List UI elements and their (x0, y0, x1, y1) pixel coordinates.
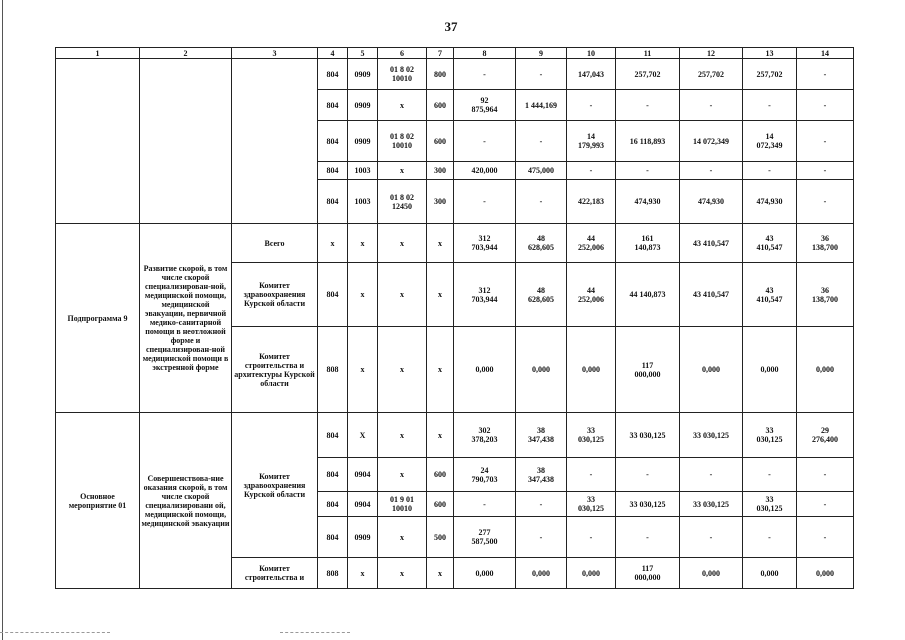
table-cell: 33 030,125 (743, 492, 797, 517)
col-header: 5 (348, 48, 378, 59)
col-header: 14 (797, 48, 854, 59)
table-cell: 600 (427, 90, 454, 121)
table-cell: 277 587,500 (454, 517, 516, 558)
table-cell: 302 378,203 (454, 413, 516, 458)
table-cell: 808 (318, 327, 348, 413)
table-cell: 0,000 (454, 327, 516, 413)
table-cell: 474,930 (743, 180, 797, 224)
table-cell: 804 (318, 413, 348, 458)
table-cell: - (797, 180, 854, 224)
table-cell: 0,000 (743, 558, 797, 589)
empty-cell (232, 59, 318, 224)
table-cell: 0,000 (680, 327, 743, 413)
table-cell: x (427, 224, 454, 263)
table-cell: 147,043 (567, 59, 616, 90)
table-cell: x (318, 224, 348, 263)
table-cell: 117 000,000 (616, 558, 680, 589)
col-header: 10 (567, 48, 616, 59)
executor-health-committee: Комитет здравоохранения Курской области (232, 413, 318, 558)
table-cell: 300 (427, 180, 454, 224)
table-cell: 257,702 (616, 59, 680, 90)
table-cell: 257,702 (680, 59, 743, 90)
measure-01-description: Совершенствова-ние оказания скорой, в том числе скорой специализировани ой, медицинской помощи, медицинской эвакуации (140, 413, 232, 589)
table-cell: 43 410,547 (743, 263, 797, 327)
table-cell: 38 347,438 (516, 458, 567, 492)
table-cell: 475,000 (516, 162, 567, 180)
table-cell: 804 (318, 458, 348, 492)
table-cell: 33 030,125 (567, 413, 616, 458)
table-cell: 804 (318, 59, 348, 90)
table-cell: 161 140,873 (616, 224, 680, 263)
table-cell: 33 030,125 (616, 413, 680, 458)
table-cell: 14 072,349 (743, 121, 797, 162)
table-cell: 804 (318, 492, 348, 517)
table-cell: 36 138,700 (797, 224, 854, 263)
table-cell: 44 140,873 (616, 263, 680, 327)
table-cell: - (516, 517, 567, 558)
table-cell: 0,000 (680, 558, 743, 589)
table-cell: 43 410,547 (680, 224, 743, 263)
table-cell: - (680, 458, 743, 492)
table-cell: 312 703,944 (454, 263, 516, 327)
table-cell: 16 118,893 (616, 121, 680, 162)
table-cell: 420,000 (454, 162, 516, 180)
table-cell: - (680, 517, 743, 558)
table-cell: 33 030,125 (680, 413, 743, 458)
table-cell: 0,000 (743, 327, 797, 413)
table-cell: - (454, 59, 516, 90)
table-cell: 14 179,993 (567, 121, 616, 162)
col-header: 4 (318, 48, 348, 59)
col-header: 2 (140, 48, 232, 59)
executor-construction-committee: Комитет строительства и архитектуры Курской области (232, 327, 318, 413)
table-cell: 33 030,125 (743, 413, 797, 458)
col-header: 11 (616, 48, 680, 59)
table-row (56, 59, 854, 90)
col-header: 12 (680, 48, 743, 59)
table-cell: 257,702 (743, 59, 797, 90)
table-cell: 474,930 (616, 180, 680, 224)
table-cell: 33 030,125 (616, 492, 680, 517)
col-header: 3 (232, 48, 318, 59)
table-cell: - (743, 162, 797, 180)
measure-01-title: Основное мероприятие 01 (56, 413, 140, 589)
table-cell: 0,000 (516, 327, 567, 413)
table-cell: 1 444,169 (516, 90, 567, 121)
table-cell: 0,000 (567, 558, 616, 589)
table-cell: 43 410,547 (680, 263, 743, 327)
table-cell: - (743, 458, 797, 492)
table-cell: x (378, 517, 427, 558)
table-cell: - (567, 162, 616, 180)
table-cell: 48 628,605 (516, 263, 567, 327)
executor-health-committee: Комитет здравоохранения Курской области (232, 263, 318, 327)
table-cell: - (454, 492, 516, 517)
table-cell: - (797, 121, 854, 162)
table-cell: 1003 (348, 162, 378, 180)
scan-artifact-line (0, 632, 110, 634)
table-cell: x (348, 263, 378, 327)
table-cell: 01 8 02 12450 (378, 180, 427, 224)
table-cell: 0,000 (454, 558, 516, 589)
table-cell: x (378, 413, 427, 458)
page-left-edge (2, 0, 3, 640)
table-cell: - (797, 458, 854, 492)
table-cell: x (348, 224, 378, 263)
table-cell: 43 410,547 (743, 224, 797, 263)
table-row (56, 413, 854, 458)
table-cell: - (680, 162, 743, 180)
table-cell: - (567, 90, 616, 121)
table-cell: 24 790,703 (454, 458, 516, 492)
table-cell: - (680, 90, 743, 121)
executor-construction-committee: Комитет строительства и (232, 558, 318, 589)
budget-table (55, 47, 854, 589)
table-cell: x (427, 558, 454, 589)
table-cell: x (378, 458, 427, 492)
table-cell: 0909 (348, 59, 378, 90)
table-cell: - (616, 90, 680, 121)
col-header: 6 (378, 48, 427, 59)
empty-cell (140, 59, 232, 224)
table-cell: 01 8 02 10010 (378, 59, 427, 90)
table-cell: 808 (318, 558, 348, 589)
table-cell: - (797, 492, 854, 517)
table-cell: 92 875,964 (454, 90, 516, 121)
table-cell: - (567, 458, 616, 492)
scan-artifact-line (280, 632, 350, 634)
table-cell: 44 252,006 (567, 263, 616, 327)
table-cell: 01 9 01 10010 (378, 492, 427, 517)
table-cell: x (378, 263, 427, 327)
table-cell: - (616, 517, 680, 558)
table-cell: 804 (318, 90, 348, 121)
table-cell: X (348, 413, 378, 458)
table-cell: 800 (427, 59, 454, 90)
table-cell: - (516, 59, 567, 90)
table-cell: 01 8 02 10010 (378, 121, 427, 162)
table-cell: x (378, 90, 427, 121)
table-cell: x (378, 224, 427, 263)
table-cell: x (378, 162, 427, 180)
table-cell: 804 (318, 263, 348, 327)
table-cell: - (567, 517, 616, 558)
table-row (56, 224, 854, 263)
table-cell: 29 276,400 (797, 413, 854, 458)
table-cell: 474,930 (680, 180, 743, 224)
table-cell: - (797, 517, 854, 558)
table-cell: x (378, 327, 427, 413)
col-header: 1 (56, 48, 140, 59)
table-cell: 300 (427, 162, 454, 180)
table-cell: 33 030,125 (567, 492, 616, 517)
table-cell: 1003 (348, 180, 378, 224)
table-cell: 804 (318, 162, 348, 180)
table-cell: 117 000,000 (616, 327, 680, 413)
page-number: 37 (444, 19, 458, 34)
table-cell: 38 347,438 (516, 413, 567, 458)
table-cell: 0909 (348, 90, 378, 121)
program-9-title: Подпрограмма 9 (56, 224, 140, 413)
table-cell: x (348, 558, 378, 589)
table-cell: 0904 (348, 492, 378, 517)
table-cell: 804 (318, 517, 348, 558)
table-cell: x (427, 413, 454, 458)
table-cell: - (454, 121, 516, 162)
table-cell: - (516, 492, 567, 517)
col-header: 13 (743, 48, 797, 59)
table-cell: 0909 (348, 517, 378, 558)
table-cell: x (427, 327, 454, 413)
column-header-row (56, 48, 854, 59)
table-cell: 0,000 (797, 327, 854, 413)
table-cell: 312 703,944 (454, 224, 516, 263)
table-cell: - (797, 90, 854, 121)
table-cell: 804 (318, 121, 348, 162)
table-cell: - (516, 121, 567, 162)
table-cell: 0,000 (516, 558, 567, 589)
table-cell: - (616, 162, 680, 180)
table-cell: 804 (318, 180, 348, 224)
executor-total: Всего (232, 224, 318, 263)
table-cell: 422,183 (567, 180, 616, 224)
table-cell: 33 030,125 (680, 492, 743, 517)
table-cell: - (797, 59, 854, 90)
table-cell: - (516, 180, 567, 224)
program-9-description: Развитие скорой, в том числе скорой специализирован-ной, медицинской помощи, медицинской эвакуации, первичной медико-санитарной помощи в неотложной форме и специализирован-ной медицинской помощи в экстренной форме (140, 224, 232, 413)
table-cell: 14 072,349 (680, 121, 743, 162)
table-cell: - (743, 90, 797, 121)
table-cell: x (348, 327, 378, 413)
table-cell: 500 (427, 517, 454, 558)
table-cell: 0909 (348, 121, 378, 162)
table-cell: 0,000 (567, 327, 616, 413)
table-cell: - (454, 180, 516, 224)
col-header: 8 (454, 48, 516, 59)
table-cell: 48 628,605 (516, 224, 567, 263)
empty-cell (56, 59, 140, 224)
table-cell: 600 (427, 458, 454, 492)
table-cell: 44 252,006 (567, 224, 616, 263)
table-cell: 0,000 (797, 558, 854, 589)
table-cell: - (743, 517, 797, 558)
table-cell: x (427, 263, 454, 327)
table-cell: 0904 (348, 458, 378, 492)
table-cell: 36 138,700 (797, 263, 854, 327)
table-cell: x (378, 558, 427, 589)
table-cell: - (616, 458, 680, 492)
table-cell: 600 (427, 492, 454, 517)
col-header: 9 (516, 48, 567, 59)
table-cell: - (797, 162, 854, 180)
col-header: 7 (427, 48, 454, 59)
table-cell: 600 (427, 121, 454, 162)
